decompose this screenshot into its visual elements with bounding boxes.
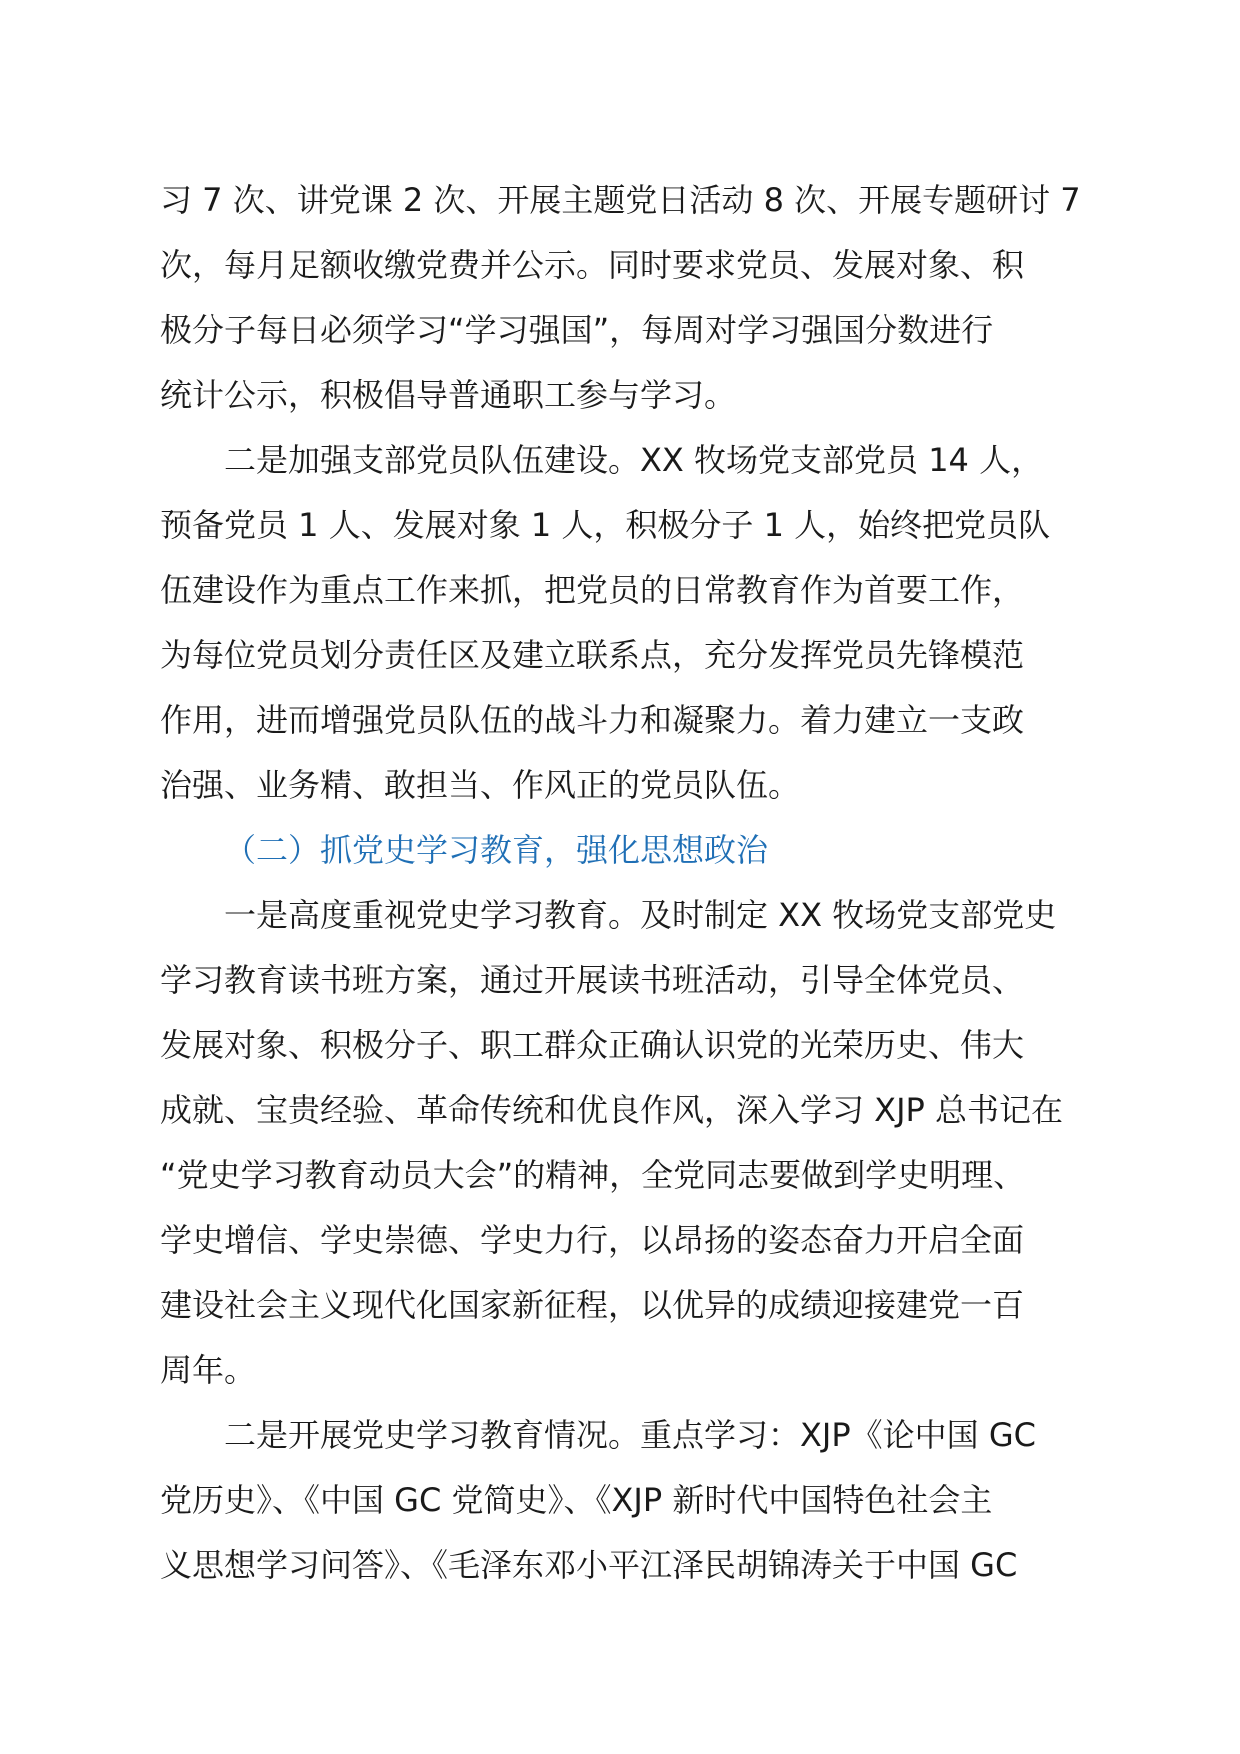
paragraph-line: 极分子每日必须学习“学习强国”，每周对学习强国分数进行 bbox=[160, 311, 994, 349]
paragraph-line: 学史增信、学史崇德、学史力行，以昂扬的姿态奋力开启全面 bbox=[160, 1221, 1025, 1259]
section-heading: （二）抓党史学习教育，强化思想政治 bbox=[224, 831, 769, 869]
paragraph-line: “党史学习教育动员大会”的精神，全党同志要做到学史明理、 bbox=[160, 1156, 1026, 1194]
paragraph-line: 伍建设作为重点工作来抓，把党员的日常教育作为首要工作， bbox=[160, 571, 1025, 609]
paragraph-line: 党历史》、《中国 GC 党简史》、《XJP 新时代中国特色社会主 bbox=[160, 1481, 993, 1519]
paragraph-line: 一是高度重视党史学习教育。及时制定 XX 牧场党支部党史 bbox=[224, 896, 1057, 934]
paragraph-line: 成就、宝贵经验、革命传统和优良作风，深入学习 XJP 总书记在 bbox=[160, 1091, 1064, 1129]
paragraph-line: 统计公示，积极倡导普通职工参与学习。 bbox=[160, 376, 737, 414]
paragraph-line: 预备党员 1 人、发展对象 1 人，积极分子 1 人，始终把党员队 bbox=[160, 506, 1051, 544]
paragraph-line: 次，每月足额收缴党费并公示。同时要求党员、发展对象、积 bbox=[160, 246, 1025, 284]
paragraph-line: 二是加强支部党员队伍建设。XX 牧场党支部党员 14 人， bbox=[224, 441, 1044, 479]
paragraph-line: 二是开展党史学习教育情况。重点学习：XJP《论中国 GC bbox=[224, 1416, 1036, 1454]
paragraph-line: 建设社会主义现代化国家新征程，以优异的成绩迎接建党一百 bbox=[160, 1286, 1025, 1324]
paragraph-line: 习 7 次、讲党课 2 次、开展主题党日活动 8 次、开展专题研讨 7 bbox=[160, 181, 1081, 219]
paragraph-line: 周年。 bbox=[160, 1351, 257, 1389]
paragraph-line: 义思想学习问答》、《毛泽东邓小平江泽民胡锦涛关于中国 GC bbox=[160, 1546, 1018, 1584]
document-body bbox=[160, 168, 1100, 1598]
paragraph-line: 为每位党员划分责任区及建立联系点，充分发挥党员先锋模范 bbox=[160, 636, 1025, 674]
paragraph-line: 学习教育读书班方案，通过开展读书班活动，引导全体党员、 bbox=[160, 961, 1025, 999]
paragraph-line: 发展对象、积极分子、职工群众正确认识党的光荣历史、伟大 bbox=[160, 1026, 1025, 1064]
paragraph-line: 作用，进而增强党员队伍的战斗力和凝聚力。着力建立一支政 bbox=[160, 701, 1025, 739]
paragraph-line: 治强、业务精、敢担当、作风正的党员队伍。 bbox=[160, 766, 801, 804]
